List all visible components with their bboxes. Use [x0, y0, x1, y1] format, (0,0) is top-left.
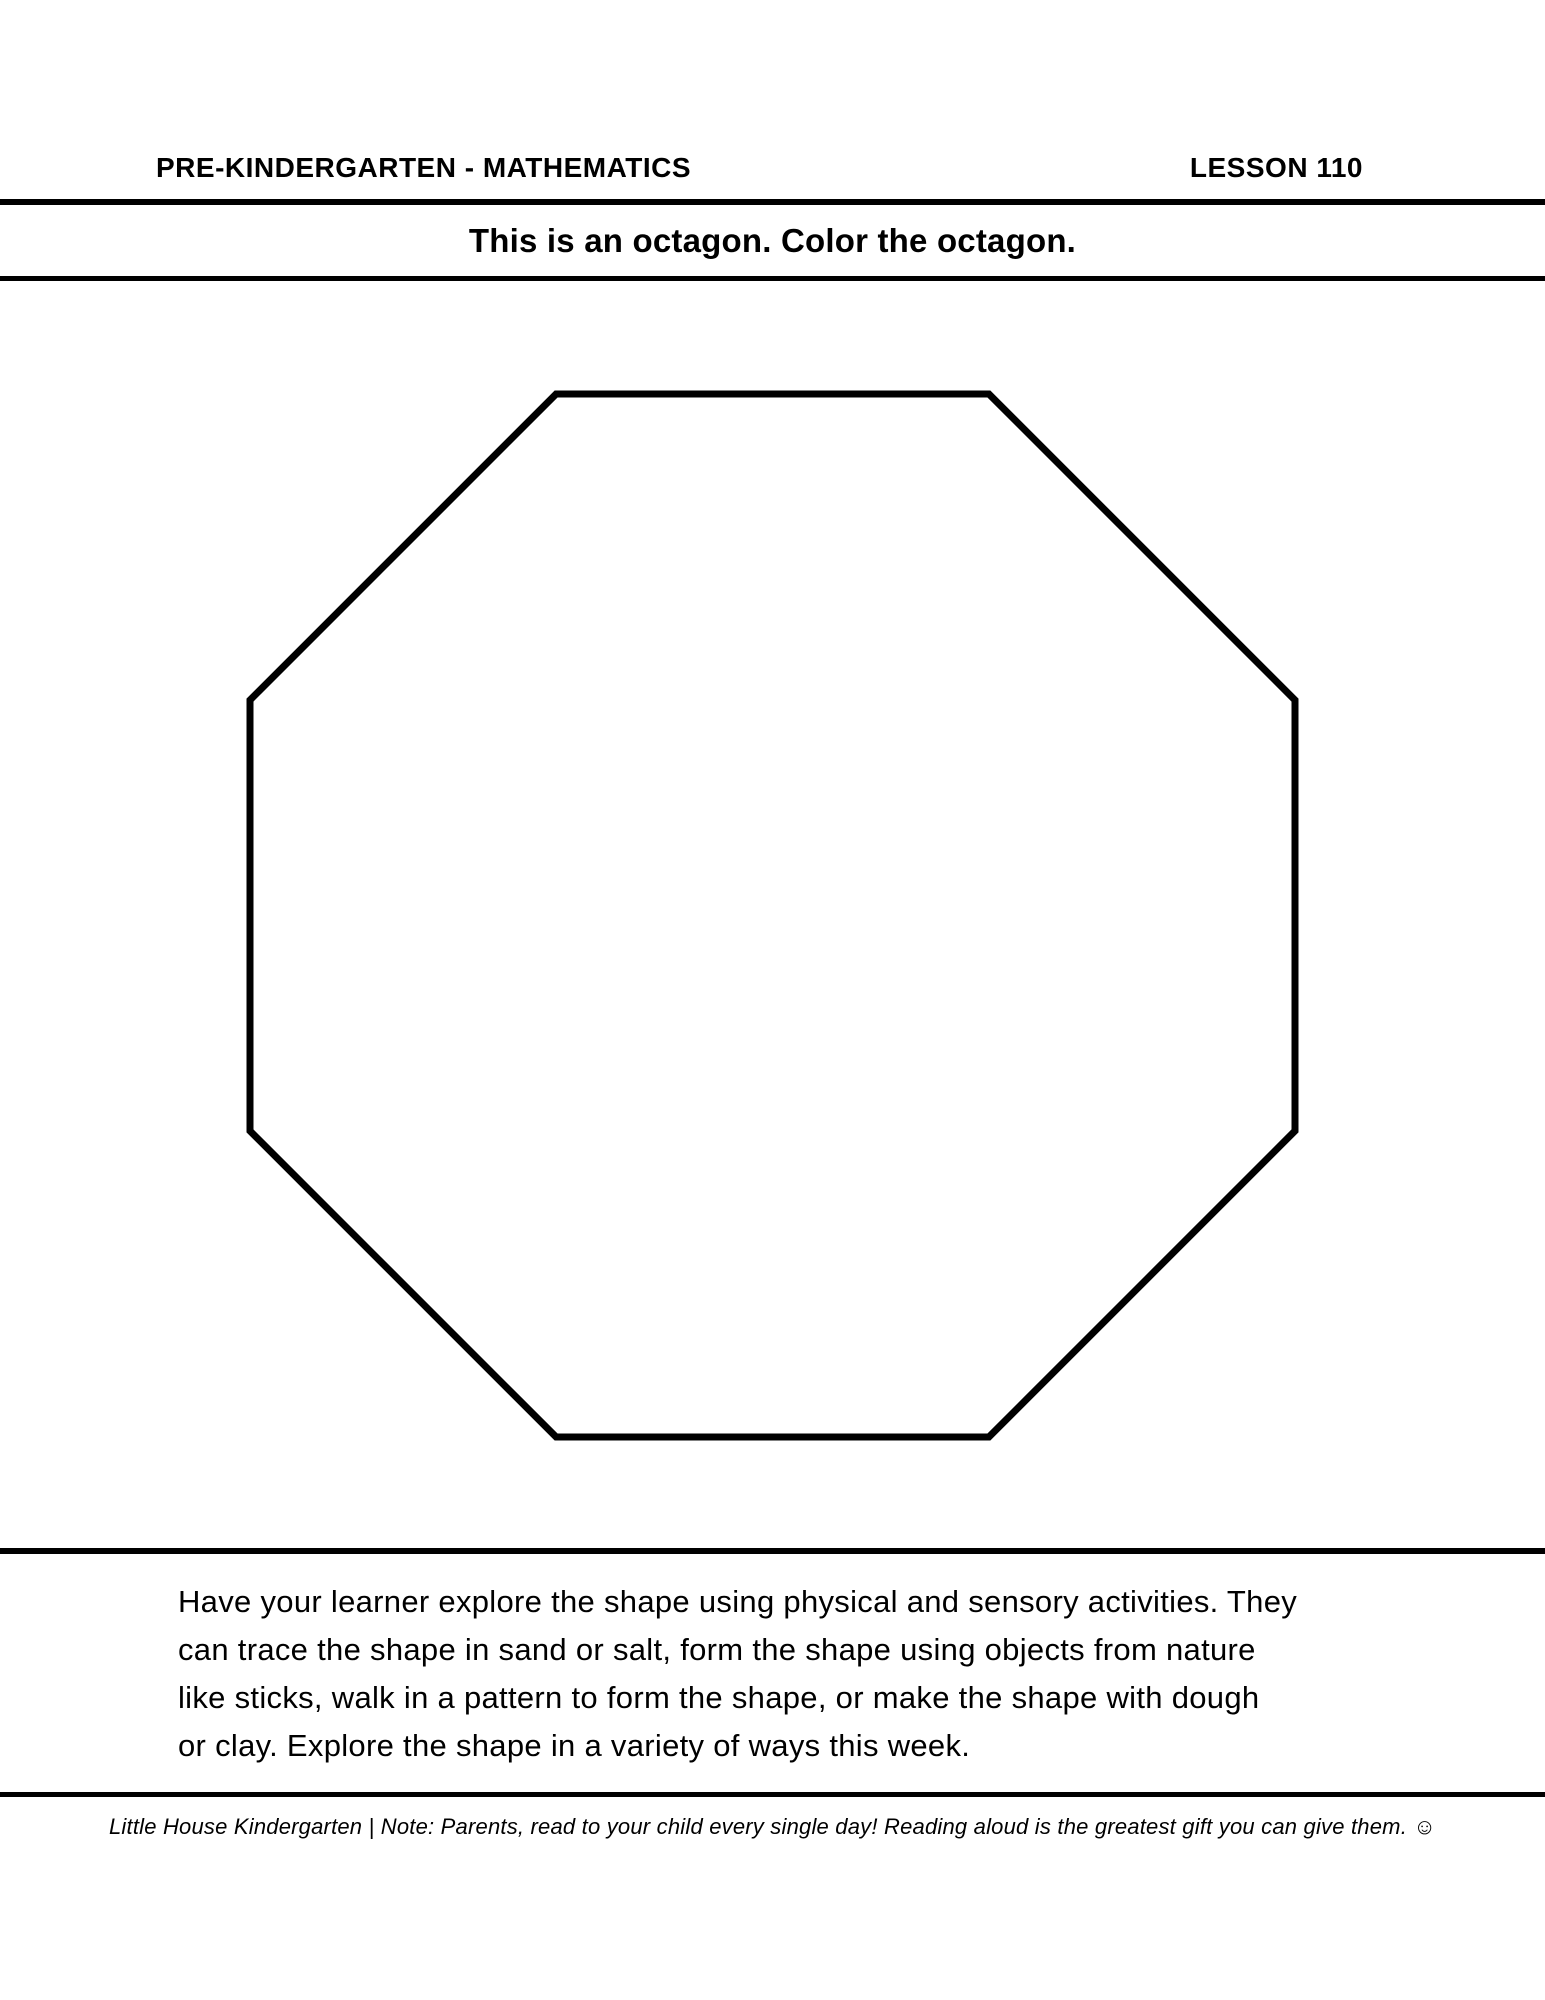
header-lesson-label: LESSON 110 — [1189, 152, 1363, 183]
header-rule — [0, 199, 1545, 205]
activity-note-line: Have your learner explore the shape using physical and sensory activities. They — [178, 1584, 1298, 1619]
header-course-label: PRE-KINDERGARTEN - MATHEMATICS — [156, 152, 692, 183]
activity-note-line: can trace the shape in sand or salt, form the shape using objects from nature — [178, 1632, 1256, 1667]
activity-note-line: like sticks, walk in a pattern to form the shape, or make the shape with dough — [178, 1680, 1260, 1715]
activity-note — [178, 1578, 1297, 1770]
octagon-outline — [250, 394, 1295, 1437]
octagon-svg — [245, 389, 1300, 1442]
note-bottom-rule — [0, 1792, 1545, 1797]
footer-note: Little House Kindergarten | Note: Parents, read to your child every single day! Reading aloud is the greatest gift you can give them. ☺ — [108, 1814, 1436, 1839]
note-top-rule — [0, 1548, 1545, 1554]
instruction-rule — [0, 276, 1545, 281]
activity-note-line: or clay. Explore the shape in a variety of ways this week. — [178, 1728, 971, 1763]
instruction-text: This is an octagon. Color the octagon. — [468, 222, 1077, 259]
octagon-shape[interactable] — [245, 389, 1300, 1442]
